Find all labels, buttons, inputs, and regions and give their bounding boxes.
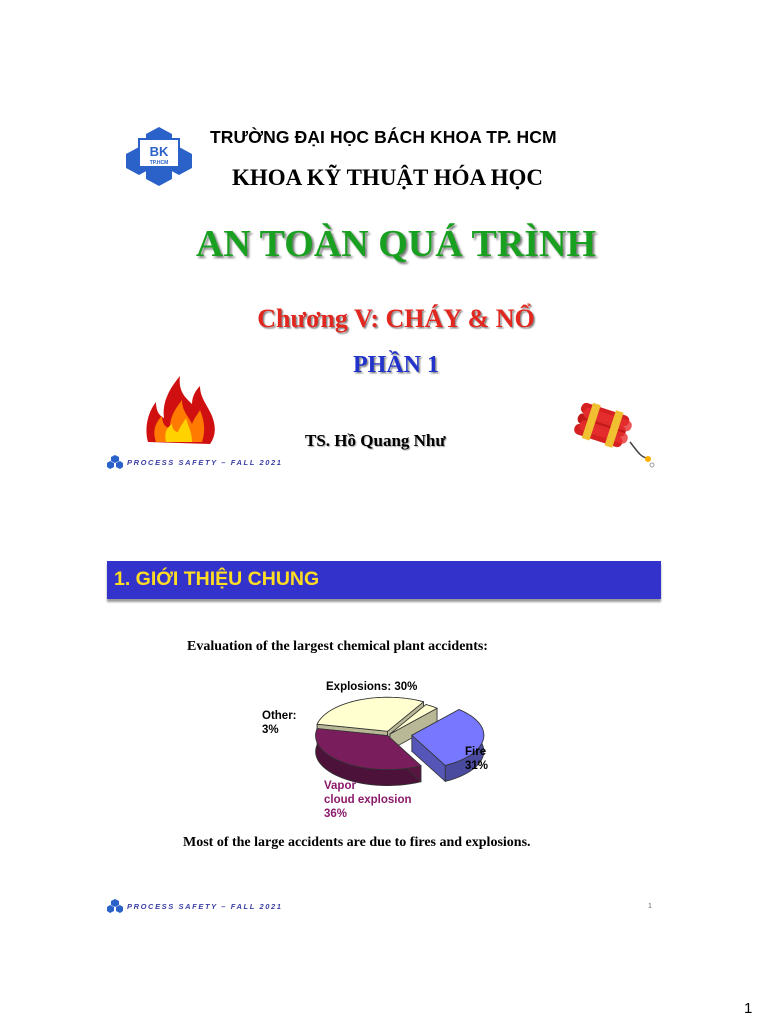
label-fire-percent: 31% xyxy=(465,760,489,772)
label-other-percent: 3% xyxy=(262,724,279,736)
dynamite-icon xyxy=(566,402,660,470)
course-title: AN TOÀN QUÁ TRÌNH xyxy=(195,223,597,265)
label-fire: Fire xyxy=(465,746,487,758)
bk-logo-icon xyxy=(126,125,192,187)
fire-icon xyxy=(142,368,220,448)
author-name: TS. Hồ Quang Như xyxy=(305,431,446,450)
label-vapor: Vapor xyxy=(324,780,356,792)
label-vapor-percent: 36% xyxy=(324,808,348,820)
section-title: 1. GIỚI THIỆU CHUNG xyxy=(114,568,320,590)
label-vapor-line2: cloud explosion xyxy=(324,794,412,806)
chapter-title: Chương V: CHÁY & NỔ xyxy=(257,304,535,333)
page-number: 1 xyxy=(744,1000,753,1017)
footer-logo-icon xyxy=(107,455,123,469)
faculty-name: KHOA KỸ THUẬT HÓA HỌC xyxy=(232,165,543,190)
pie-chart xyxy=(250,672,530,832)
slide-number: 1 xyxy=(648,903,652,910)
footer-logo-icon xyxy=(107,899,123,913)
chart-heading: Evaluation of the largest chemical plant accidents: xyxy=(187,639,488,654)
label-explosions: Explosions: 30% xyxy=(326,681,418,693)
university-name: TRƯỜNG ĐẠI HỌC BÁCH KHOA TP. HCM xyxy=(210,127,557,147)
logo-text: BK xyxy=(149,144,169,159)
part-title: PHẦN 1 xyxy=(353,352,439,378)
label-other: Other: xyxy=(262,710,297,722)
chart-caption: Most of the large accidents are due to fires and explosions. xyxy=(183,835,531,850)
logo-subtext: TP.HCM xyxy=(149,160,169,166)
footer-text: PROCESS SAFETY – FALL 2021 xyxy=(127,458,283,467)
footer-text: PROCESS SAFETY – FALL 2021 xyxy=(127,902,283,911)
